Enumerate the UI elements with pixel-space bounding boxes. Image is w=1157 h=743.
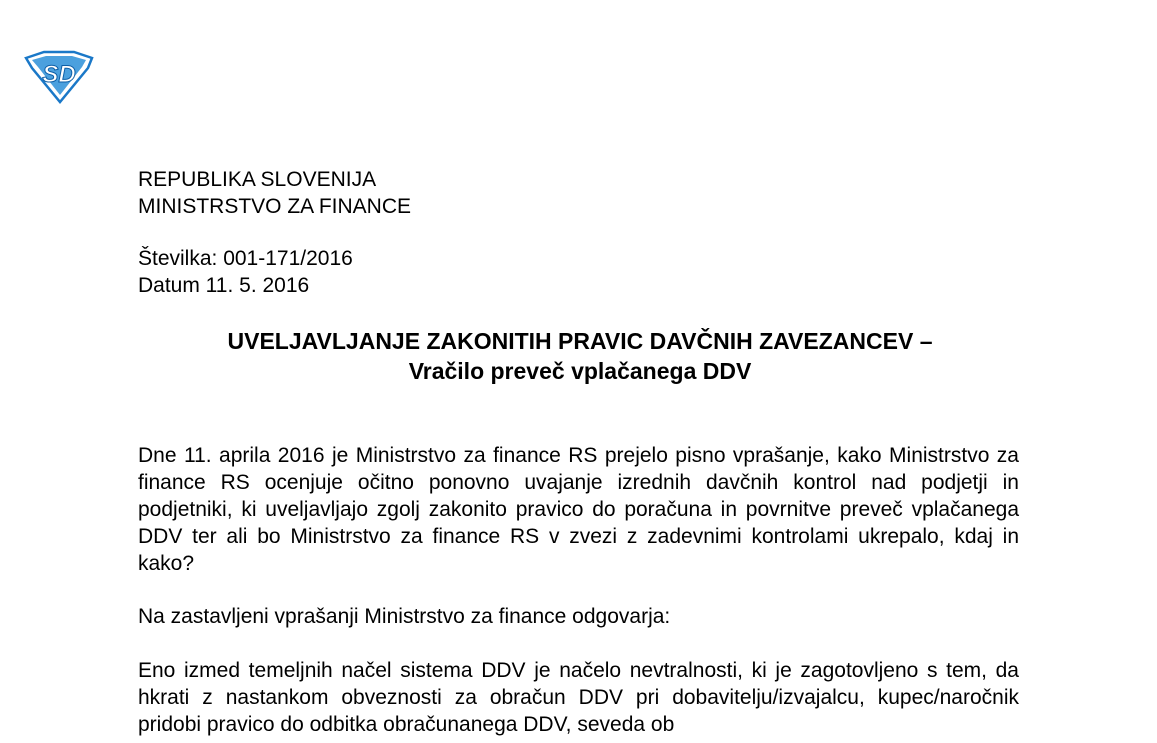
title-line-1: UVELJAVLJANJE ZAKONITIH PRAVIC DAVČNIH ZAVEZANCEV – [227, 328, 933, 354]
title-line-2: Vračilo preveč vplačanega DDV [408, 358, 752, 384]
body-paragraph-3: Eno izmed temeljnih načel sistema DDV je načelo nevtralnosti, ki je zagotovljeno s tem, da hkrati z nastankom obveznosti za obračun DDV pri dobavitelju/izvajalcu, kupec/naročnik pridobi pravico do odbitka obračunanega DDV, seveda ob [138, 659, 1019, 736]
logo-text: SD [42, 61, 76, 88]
body-paragraph-2: Na zastavljeni vprašanji Ministrstvo za finance odgovarja: [138, 605, 671, 628]
document-meta [138, 245, 353, 299]
document-number: Številka: 001-171/2016 [138, 247, 353, 270]
country-name: REPUBLIKA SLOVENIJA [138, 168, 377, 191]
ministry-name: MINISTRSTVO ZA FINANCE [138, 195, 412, 218]
ministry-emblem-svg [22, 48, 96, 104]
document-date: Datum 11. 5. 2016 [138, 274, 310, 297]
ministry-emblem-icon [22, 48, 96, 104]
document-title [80, 326, 1080, 386]
issuer-header [138, 166, 411, 220]
body-paragraph-1: Dne 11. aprila 2016 je Ministrstvo za finance RS prejelo pisno vprašanje, kako Ministrstvo za finance RS ocenjuje očitno ponovno uvajanje izrednih davčnih kontrol nad podjetji in podjetniki, ki uveljavljajo zgolj zakonito pravico do poračuna in povrnitve preveč vplačanega DDV ter ali bo Ministrstvo za finance RS v zvezi z zadevnimi kontrolami ukrepalo, kdaj in kako? [138, 444, 1019, 575]
